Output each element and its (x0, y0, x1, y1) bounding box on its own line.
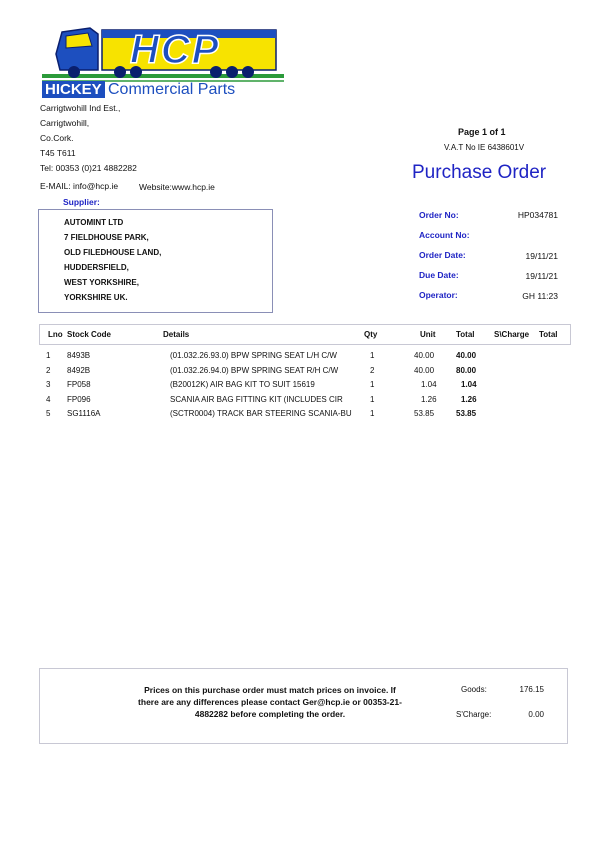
row-lno: 2 (46, 366, 51, 375)
row-stock-code: SG1116A (67, 409, 101, 418)
row-total: 80.00 (456, 366, 477, 375)
supplier-label: Supplier: (63, 197, 100, 207)
header-lno: Lno (48, 330, 63, 339)
table-row (0, 366, 595, 380)
page-number: Page 1 of 1 (458, 127, 506, 137)
company-logo (40, 24, 286, 100)
logo-brand-text: HCP (130, 28, 221, 72)
supplier-line: HUDDERSFIELD, (64, 263, 129, 272)
operator-value: GH 11:23 (522, 291, 558, 301)
header-details: Details (163, 330, 190, 339)
address-line: Carrigtwohill, (40, 118, 90, 128)
row-stock-code: FP058 (67, 380, 91, 389)
order-number-value: HP034781 (517, 210, 558, 220)
price-match-note: Prices on this purchase order must match prices on invoice. If there are any differences please contact Ger@hcp.ie or 00353-21-4882282 before completing the order. (138, 685, 402, 719)
table-row (0, 395, 595, 409)
row-stock-code: 8493B (67, 351, 91, 360)
row-qty: 2 (370, 366, 375, 375)
row-details: (B20012K) AIR BAG KIT TO SUIT 15619 (170, 380, 315, 389)
row-qty: 1 (370, 395, 375, 404)
order-date-value: 19/11/21 (525, 251, 558, 261)
logo-word-commercial-parts: Commercial Parts (108, 81, 236, 98)
surcharge-label: S'Charge: (456, 710, 492, 719)
header-surcharge: S\Charge (494, 330, 530, 339)
row-details: (SCTR0004) TRACK BAR STEERING SCANIA-BU (170, 409, 352, 418)
row-lno: 4 (46, 395, 51, 404)
table-row (0, 409, 595, 431)
company-website: Website:www.hcp.ie (139, 182, 215, 192)
header-unit: Unit (420, 330, 436, 339)
row-stock-code: 8492B (67, 366, 91, 375)
table-row (0, 380, 595, 394)
row-total: 1.26 (461, 395, 477, 404)
goods-value: 176.15 (519, 685, 544, 694)
row-qty: 1 (370, 351, 375, 360)
address-line: Carrigtwohill Ind Est., (40, 103, 121, 113)
row-details: (01.032.26.94.0) BPW SPRING SEAT R/H C/W (170, 366, 339, 375)
goods-label: Goods: (461, 685, 487, 694)
logo-word-hickey: HICKEY (42, 81, 105, 98)
row-total: 53.85 (456, 409, 477, 418)
supplier-line: OLD FILEDHOUSE LAND, (64, 248, 162, 257)
vat-number: V.A.T No IE 6438601V (444, 143, 525, 152)
row-unit: 1.04 (421, 380, 437, 389)
supplier-line: WEST YORKSHIRE, (64, 278, 139, 287)
items-table-header (39, 324, 571, 345)
totals-footer-box (39, 668, 568, 744)
surcharge-value: 0.00 (528, 710, 544, 719)
account-number-label: Account No: (419, 230, 470, 240)
table-row (0, 351, 595, 365)
row-unit: 40.00 (414, 351, 435, 360)
row-unit: 53.85 (414, 409, 435, 418)
due-date-value: 19/11/21 (525, 271, 558, 281)
row-qty: 1 (370, 409, 375, 418)
company-telephone: Tel: 00353 (0)21 4882282 (40, 163, 137, 173)
supplier-line: YORKSHIRE UK. (64, 293, 128, 302)
order-number-label: Order No: (419, 210, 459, 220)
row-total: 40.00 (456, 351, 477, 360)
supplier-line: 7 FIELDHOUSE PARK, (64, 233, 149, 242)
header-qty: Qty (364, 330, 378, 339)
row-lno: 5 (46, 409, 51, 418)
row-lno: 1 (46, 351, 51, 360)
due-date-label: Due Date: (419, 270, 459, 280)
row-total: 1.04 (461, 380, 477, 389)
row-lno: 3 (46, 380, 51, 389)
operator-label: Operator: (419, 290, 458, 300)
page-title: Purchase Order (412, 162, 547, 183)
order-date-label: Order Date: (419, 250, 466, 260)
header-stock-code: Stock Code (67, 330, 112, 339)
supplier-line: AUTOMINT LTD (64, 218, 124, 227)
address-line: Co.Cork. (40, 133, 74, 143)
row-unit: 1.26 (421, 395, 437, 404)
supplier-address-box (38, 209, 273, 313)
row-details: (01.032.26.93.0) BPW SPRING SEAT L/H C/W (170, 351, 337, 360)
row-unit: 40.00 (414, 366, 435, 375)
header-total: Total (456, 330, 475, 339)
row-details: SCANIA AIR BAG FITTING KIT (INCLUDES CIR (170, 395, 343, 404)
company-email: E-MAIL: info@hcp.ie (40, 181, 119, 191)
company-address (40, 101, 137, 176)
row-stock-code: FP096 (67, 395, 91, 404)
row-qty: 1 (370, 380, 375, 389)
address-line: T45 T611 (40, 148, 76, 158)
header-total-2: Total (539, 330, 558, 339)
